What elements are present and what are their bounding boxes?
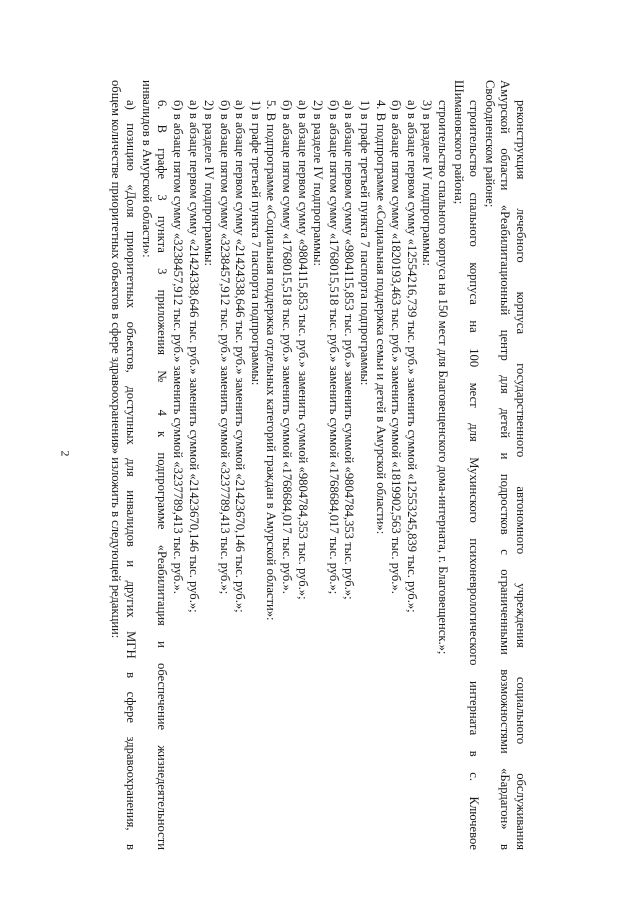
text-line: а) в абзаце первом сумму «21424338,646 тыс. руб.» заменить суммой «21423670,146 тыс. руб.»;: [233, 100, 248, 613]
text-line: а) в абзаце первом сумму «9804115,853 тыс. руб.» заменить суммой «9804784,353 тыс. руб.»;: [295, 100, 310, 600]
text-line: инвалидов в Амурской области»:: [139, 80, 154, 258]
text-line: 6. В графе 3 пункта 3 приложения № 4 к подпрограмме «Реабилитация и обеспечение жизнедеятельности: [155, 100, 170, 850]
text-line: а) в абзаце первом сумму «12554216,739 тыс. руб.» заменить суммой «12553245,839 тыс. руб.»;: [404, 100, 419, 613]
text-line: а) в абзаце первом сумму «9804115,853 тыс. руб.» заменить суммой «9804784,353 тыс. руб.»;: [342, 100, 357, 600]
text-line: б) в абзаце пятом сумму «1768015,518 тыс. руб.» заменить суммой «1768684,017 тыс. руб.»;: [326, 100, 341, 595]
document-body: [107, 80, 528, 850]
text-line: 4. В подпрограмме «Социальная поддержка семьи и детей в Амурской области»:: [373, 100, 388, 535]
text-line: 5. В подпрограмме «Социальная поддержка отдельных категорий граждан в Амурской области»:: [264, 100, 279, 621]
text-line: строительство спального корпуса на 100 мест для Мухинского психоневрологического интерната в с. Ключевое: [467, 100, 482, 850]
text-line: 1) в графе третьей пункта 7 паспорта подпрограммы:: [358, 100, 373, 386]
text-line: б) в абзаце пятом сумму «3238457,912 тыс. руб.» заменить суммой «3237789,413 тыс. руб.»;: [217, 100, 232, 595]
text-line: 3) в разделе IV подпрограммы:: [420, 100, 435, 266]
text-line: б) в абзаце пятом сумму «1820193,463 тыс. руб.» заменить суммой «1819902,563 тыс. руб.».: [389, 100, 404, 594]
text-line: а) в абзаце первом сумму «21424338,646 тыс. руб.» заменить суммой «21423670,146 тыс. руб.»;: [186, 100, 201, 613]
text-line: Шимановского района;: [451, 80, 466, 205]
text-line: 2) в разделе IV подпрограммы:: [202, 100, 217, 266]
page-number: 2: [58, 450, 73, 457]
text-line: Свободненском районе;: [482, 80, 497, 208]
text-line: 1) в графе третьей пункта 7 паспорта подпрограммы:: [248, 100, 263, 386]
text-line: б) в абзаце пятом сумму «3238457,912 тыс. руб.» заменить суммой «3237789,413 тыс. руб.».: [170, 100, 185, 594]
text-line: Амурской области «Реабилитационный центр для детей и подростков с ограниченными возможностями «Бардагон» в: [498, 80, 513, 850]
text-line: б) в абзаце пятом сумму «1768015,518 тыс. руб.» заменить суммой «1768684,017 тыс. руб.».: [280, 100, 295, 594]
text-line: а) позицию «Доля приоритетных объектов, доступных для инвалидов и других МГН в сфере здравоохранения, в: [124, 100, 139, 850]
text-line: 2) в разделе IV подпрограммы:: [311, 100, 326, 266]
text-line: общем количестве приоритетных объектов в сфере здравоохранения» изложить в следующей редакции:: [108, 80, 123, 639]
text-line: строительство спального корпуса на 150 мест для Благовещенского дома-интерната, г. Благовещенск.»;: [436, 100, 451, 655]
text-line: реконструкция лечебного корпуса государственного автономного учреждения социального обслуживания: [514, 100, 528, 850]
